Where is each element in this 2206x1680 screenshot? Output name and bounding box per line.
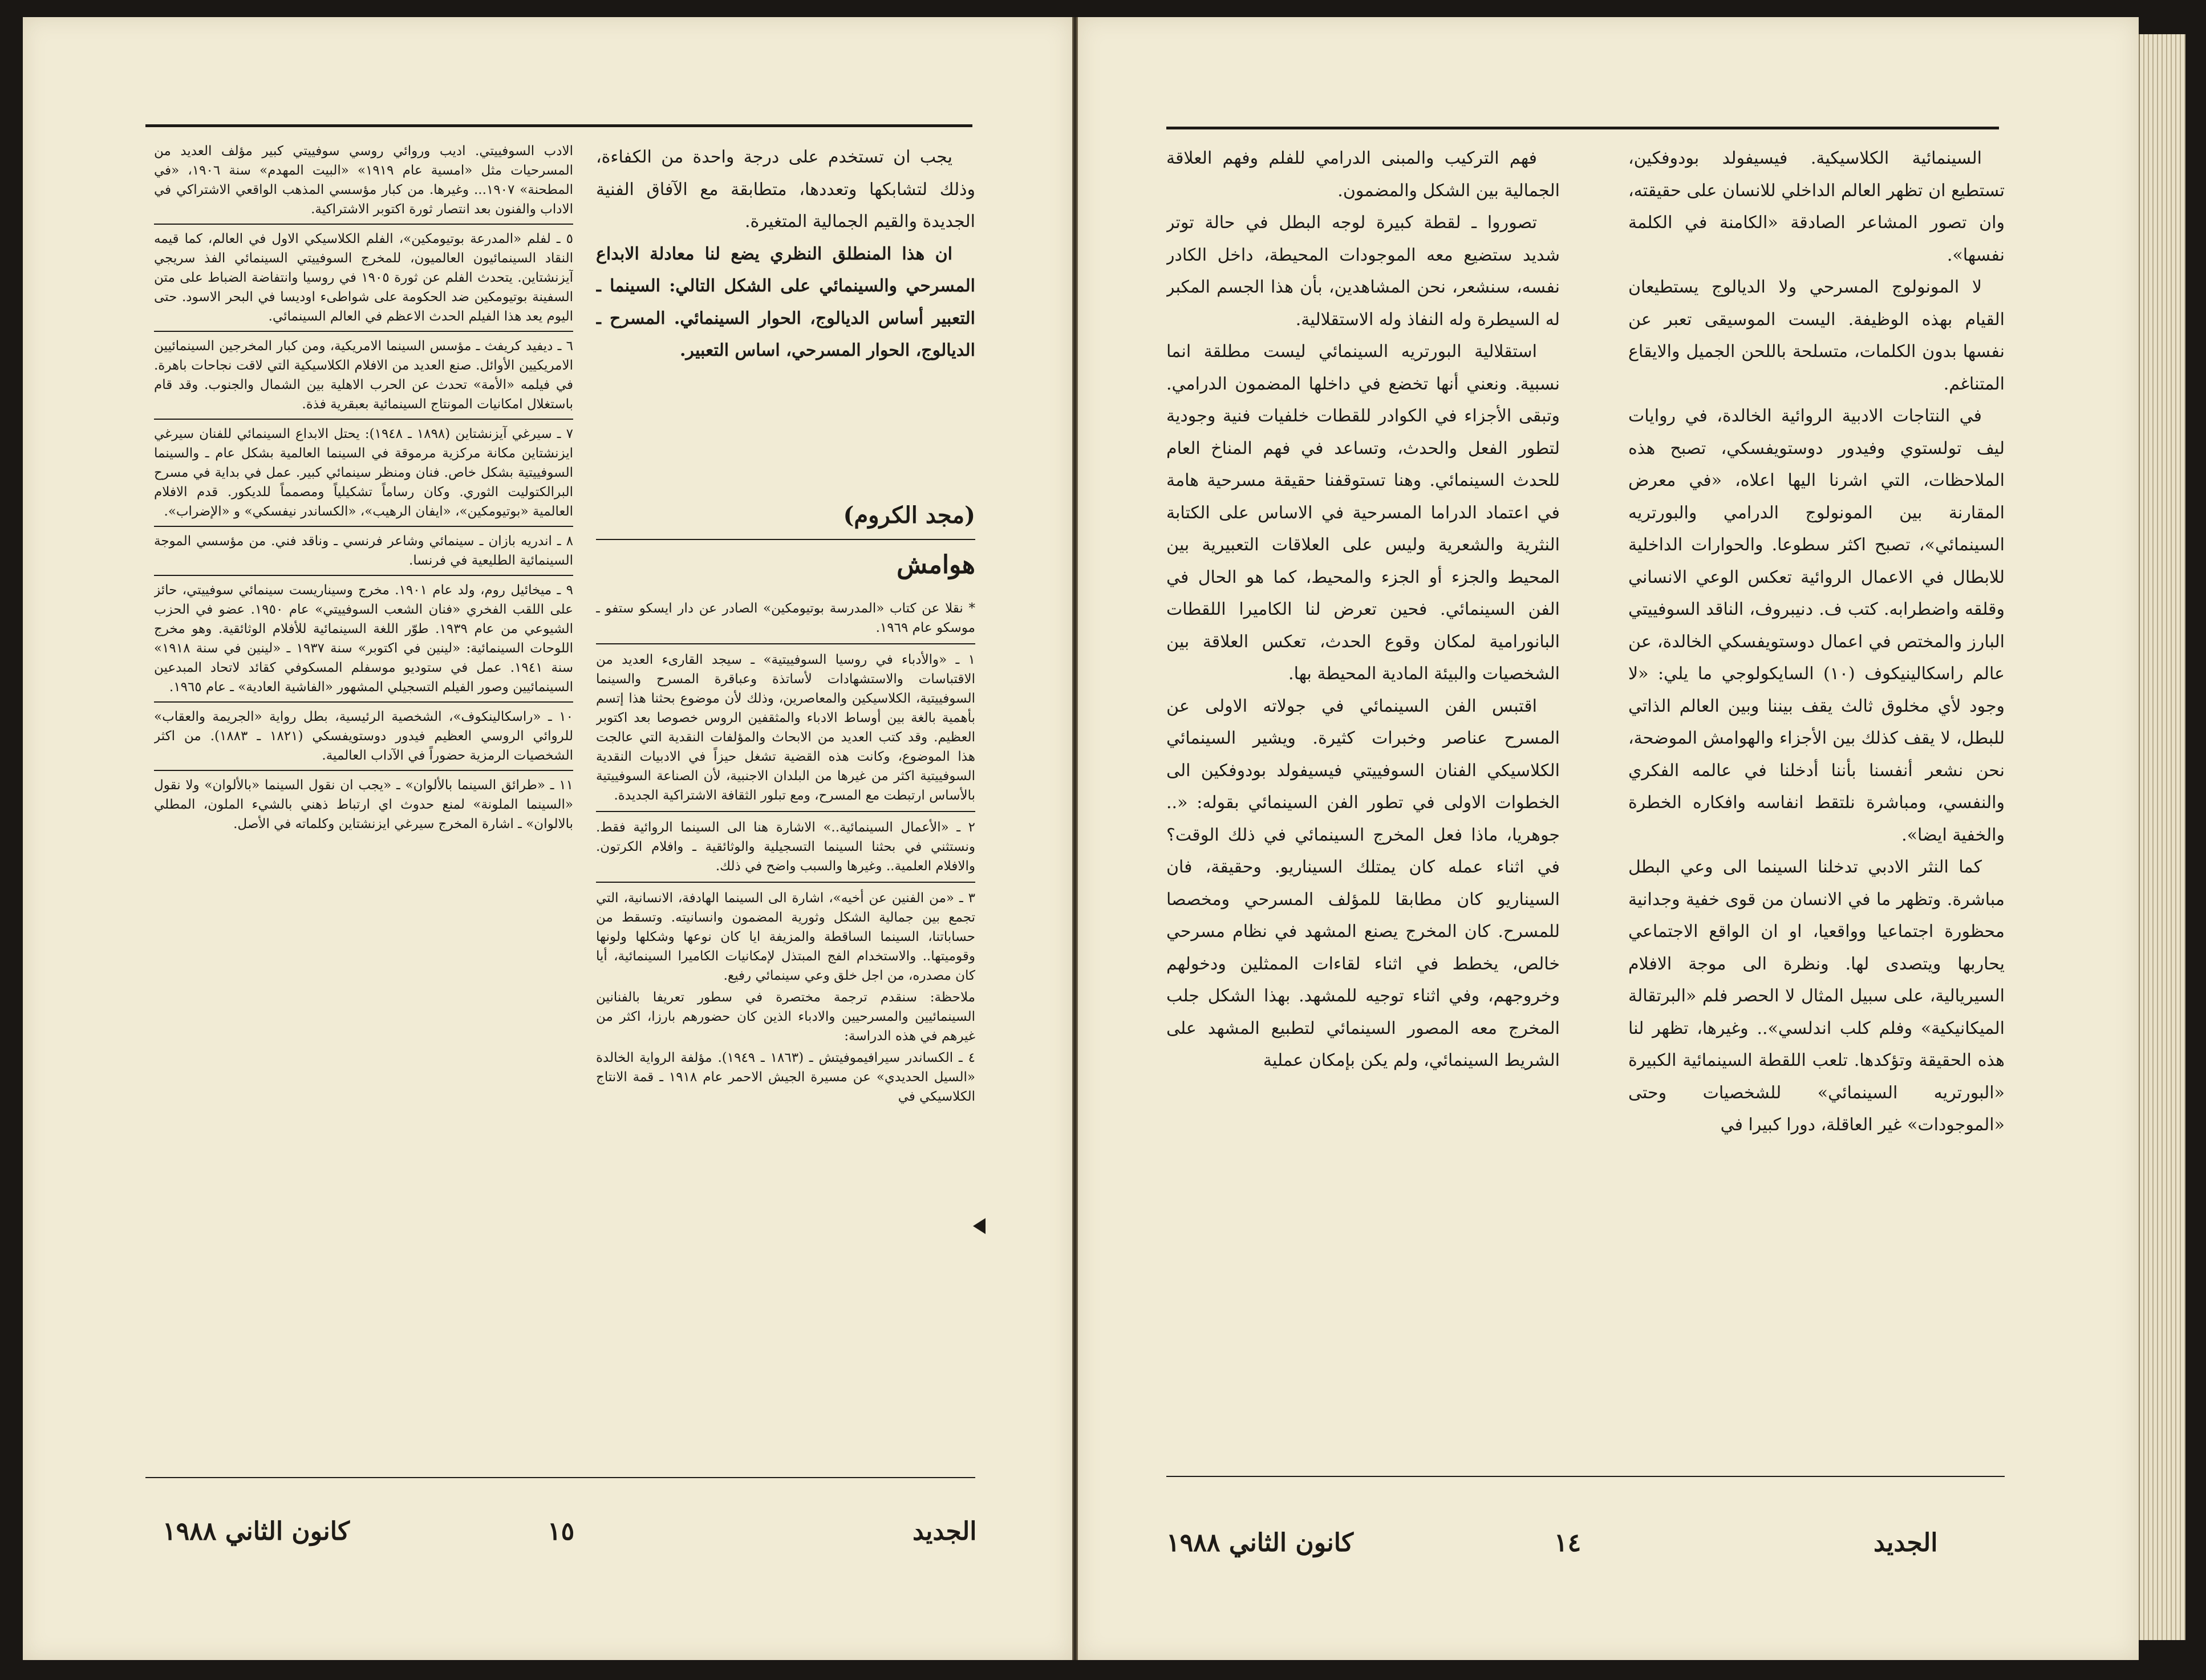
- footnote: ١ ـ «والأدباء في روسيا السوفييتية» ـ سيجد القارىء العديد من الاقتباسات والاستشهادات لأساتذة وعباقرة المسرح والسينما السوفييتية، الكلاسيكين والمعاصرين، وذلك لأن موضوع بحثنا هذا إتسم بأهمية بالغة بين أوساط الادباء والمثقفين الروس خصوصا بعد اكتوبر العظيم. وقد كتب العديد من الابحاث والمؤلفات النقدية التي عالجت هذا الموضوع، وكانت هذه القضية تشغل حيزاً في الادبيات النقدية السوفييتية اكثر من غيرها من البلدان الاجنبية، لأن الصناعة السوفييتية بالأساس ارتبطت مع المسرح، ومع تبلور الثقافة الاشتراكية الجديدة.: [596, 643, 975, 805]
- book-gutter: [1072, 17, 1078, 1660]
- footnote: ٥ ـ لفلم «المدرعة بوتيومكين»، الفلم الكلاسيكي الاول في العالم، كما قيمه النقاد السينمائيون العالميون، للمخرج السوفييتي السينمائي الفذ سريجي آيزنشتاين. يتحدث الفلم عن ثورة ١٩٠٥ في روسيا وانتفاضة الضباط على متن السفينة بوتيومكين ضد الحكومة على شواطىء اوديسا في البحر الاسود. حتى اليوم يعد هذا الفيلم الحدث الاعظم في العالم السينمائي.: [154, 224, 573, 326]
- paragraph: استقلالية البورتريه السينمائي ليست مطلقة انما نسبية. ونعني أنها تخضع في داخلها المضمون الدرامي. وتبقى الأجزاء في الكوادر للقطات خلفيات فنية وجودية لتطور الفعل والحدث، وتساعد في فهم المناخ العام للحدث السينمائي. وهنا تستوقفنا حقيقة مسرحية هامة في اعتماد الدراما المسرحية في الاساس على الكتابة النثرية والشعرية وليس على العلاقات التعبيرية بين المحيط والجزء أو الجزء والمحيط، كما هو الحال في الفن السينمائي. فحين تعرض لنا الكاميرا اللقطات البانورامية لمكان وقوع الحدث، تعكس العلاقة بين الشخصيات والبيئة المادية المحيطة بها.: [1166, 342, 1560, 684]
- footnote: الادب السوفييتي. اديب وروائي روسي سوفييتي كبير مؤلف العديد من المسرحيات مثل «امسية عام ١٩١٩» «البيت المهدم» سنة ١٩٠٦، «في المطحنة» ١٩٠٧... وغيرها. من كبار مؤسسي المذهب الواقعي الاشتراكي في الاداب والفنون بعد انتصار ثورة اكتوبر الاشتراكية.: [154, 144, 573, 217]
- pointer-arrow-icon: [973, 1218, 986, 1234]
- paragraph: ان هذا المنطلق النظري يضع لنا معادلة الابداع المسرحي والسينمائي على الشكل التالي: السينما ـ التعبير أساس الديالوج، الحوار السينمائي. المسرح ـ الديالوج، الحوار المسرحي، اساس التعبير.: [596, 244, 975, 360]
- footnote: ١٠ ـ «راسكالينكوف»، الشخصية الرئيسية، بطل رواية «الجريمة والعقاب» للروائي الروسي العظيم فيدور دوستويفسكي (١٨٢١ ـ ١٨٨٣). من اكثر الشخصيات الرمزية حضوراً في الآداب العالمية.: [154, 701, 573, 765]
- paragraph: السينمائية الكلاسيكية. فيسيفولد بودوفكين، تستطيع ان تظهر العالم الداخلي للانسان على حقيقته، وان تصور المشاعر الصادقة «الكامنة في الكلمة نفسها».: [1628, 148, 2005, 265]
- notes-column-right: [596, 599, 975, 1448]
- footnote: ١١ ـ «طرائق السينما بالألوان» ـ «يجب ان نقول السينما «بالألوان» ولا نقول «السينما الملونة» لمنع حدوث اي ارتباط ذهني بالشيء الملون، المطلي بالالوان» ـ اشارة المخرج سيرغي ايزنشتاين وكلماته في الأصل.: [154, 770, 573, 834]
- paragraph: فهم التركيب والمبنى الدرامي للفلم وفهم العلاقة الجمالية بين الشكل والمضمون.: [1166, 148, 1560, 201]
- paragraph: كما النثر الادبي تدخلنا السينما الى وعي البطل مباشرة. وتظهر ما في الانسان من قوى خفية وجدانية محظورة اجتماعيا وواقعيا، او ان الواقع الاجتماعي يحاربها ويتصدى لها. ونظرة الى موجة الافلام السيريالية، على سبيل المثال لا الحصر فلم «البرتقالة الميكانيكية» وفلم كلب اندلسي».. وغيرها، تظهر لنا هذه الحقيقة وتؤكدها. تلعب اللقطة السينمائية الكبيرة «البورتريه السينمائي» للشخصيات وحتى «الموجودات» غير العاقلة، دورا كبيرا في: [1628, 857, 2005, 1135]
- paragraph: في النتاجات الادبية الروائية الخالدة، في روايات ليف تولستوي وفيدور دوستويفسكي، تصبح هذه الملاحظات، التي اشرنا اليها اعلاه، «في معرض المقارنة بين المونولوج الدرامي والبورتريه السينمائي»، تصبح اكثر سطوعا. والحوارات الداخلية للابطال في الاعمال الروائية تعكس الوعي الانساني وقلقه واضطرابه. كتب ف. دنيبروف، الناقد السوفييتي البارز والمختص في اعمال دوستويفسكي الخالدة، عن عالم راسكالينيكوف (١٠) السايكولوجي ما يلي: «لا وجود لأي مخلوق ثالث يقف بيننا وبين العالم الذاتي للبطل، لا يقف كذلك بين الأجزاء والهوامش الموضحة، نحن نشعر أنفسنا بأننا أدخلنا في عالمه الفكري والنفسي، ومباشرة نلتقط انفاسه وافكاره الخطرة والخفية ايضا».: [1628, 406, 2005, 845]
- author-signature: (مجد الكروم): [843, 502, 975, 529]
- footnote: ٩ ـ ميخائيل روم، ولد عام ١٩٠١. مخرج وسيناريست سينمائي سوفييتي، حائز على اللقب الفخري «فنان الشعب السوفييتي» عام ١٩٥٠. عضو في الحزب الشيوعي من عام ١٩٣٩. طوّر اللغة السينمائية للأفلام الوثائقية. وهو مخرج اللوحات السينمائية: «لينين في اكتوبر» سنة ١٩٣٧ ـ «لينين في سنة ١٩١٨» سنة ١٩٤١. عمل في ستوديو موسفلم المسكوفي كقائد لاتحاد المبدعين السينمائيين وصور الفيلم التسجيلي المشهور «الفاشية العادية» ـ عام ١٩٦٥.: [154, 575, 573, 697]
- magazine-name: الجديد: [1874, 1528, 1938, 1557]
- top-rule-right-page: [1166, 127, 1999, 129]
- paragraph: اقتبس الفن السينمائي في جولاته الاولى عن المسرح عناصر وخبرات كثيرة. ويشير السينمائي الكلاسيكي الفنان السوفييتي فيسيفولد بودوفكين الى الخطوات الاولى في تطور الفن السينمائي بقوله: «.. جوهريا، ماذا فعل المخرج السينمائي في ذلك الوقت؟ في اثناء عمله كان يمتلك السيناريو. وحقيقة، فان السيناريو كان مطابقا للمؤلف المسرحي ومخصصا للمسرح. كان المخرج يصنع المشهد في نظام مسرحي خالص، يخطط في اثناء لقاءات الممثلين ودخولهم وخروجهم، وفي اثناء توجيه للمشهد. بهذا الشكل جلب المخرج معه المصور السينمائي لتطبيع المشهد على الشريط السينمائي، ولم يكن بإمكان عملية: [1166, 696, 1560, 1070]
- magazine-name: الجديد: [913, 1517, 977, 1546]
- paragraph: يجب ان تستخدم على درجة واحدة من الكفاءة، وذلك لتشابكها وتعددها، متطابقة مع الآفاق الفنية الجديدة والقيم الجمالية المتغيرة.: [596, 147, 975, 232]
- page-number: ١٤: [1554, 1528, 1581, 1557]
- article-column-right: [1628, 143, 2005, 1523]
- article-column-end: [596, 141, 975, 518]
- article-column-left: [1166, 143, 1560, 1523]
- footnote: ٧ ـ سيرغي آيزنشتاين (١٨٩٨ ـ ١٩٤٨): يحتل الابداع السينمائي للفنان سيرغي ايزنشتاين مكانة مركزية مرموقة في السينما العالمية بشكل عام ـ والسينما السوفييتية بشكل خاص. فنان ومنظر سينمائي كبير. عمل في بداية في مسرح البرالكتوليت الثوري. وكان رساماً تشكيلياً ومصمماً للديكور. قدم الافلام العالمية «بوتيومكين»، «ايفان الرهيب»، «الكساندر نيفسكي» و «الإضراب».: [154, 419, 573, 521]
- notes-title: هوامش: [897, 550, 975, 579]
- notes-divider: [596, 539, 975, 540]
- footnote: ٢ ـ «الأعمال السينمائية..» الاشارة هنا الى السينما الروائية فقط. ونستثني في بحثنا السينما التسجيلية والوثائقية ـ وافلام الكرتون. والافلام العلمية.. وغيرها والسبب واضح في ذلك.: [596, 811, 975, 876]
- footnote: ٤ ـ الكساندر سيرافيموفيتش ـ (١٨٦٣ ـ ١٩٤٩). مؤلفة الرواية الخالدة «السيل الحديدي» عن مسيرة الجيش الاحمر عام ١٩١٨ ـ قمة الانتاج الكلاسيكي في: [596, 1050, 975, 1104]
- page-number: ١٥: [548, 1517, 575, 1546]
- bottom-rule-left-page: [145, 1477, 975, 1478]
- issue-date: كانون الثاني ١٩٨٨: [163, 1517, 350, 1546]
- footnote: * نقلا عن كتاب «المدرسة بوتيومكين» الصادر عن دار ايسكو ستفو ـ موسكو عام ١٩٦٩.: [596, 601, 975, 635]
- footnote: ٦ ـ ديفيد كريفث ـ مؤسس السينما الامريكية، ومن كبار المخرجين السينمائيين الامريكيين الأوائل. صنع العديد من الافلام الكلاسيكية التي لاقت نجاحات باهرة. في فيلمه «الأمة» تحدث عن الحرب الاهلية بين الشمال والجنوب. وقد قام باستغلال امكانيات المونتاج السينمائية بعبقرية فذة.: [154, 331, 573, 414]
- paragraph: لا المونولوج المسرحي ولا الديالوج يستطيعان القيام بهذه الوظيفة. اليست الموسيقى تعبر عن نفسها بدون الكلمات، متسلحة باللحن الجميل والايقاع المتناغم.: [1628, 277, 2005, 394]
- paragraph: تصوروا ـ لقطة كبيرة لوجه البطل في حالة توتر شديد ستضيع معه الموجودات المحيطة، داخل الكادر نفسه، سنشعر، نحن المشاهدين، بأن هذا الجسم المكبر له السيطرة وله النفاذ وله الاستقلالية.: [1166, 213, 1560, 330]
- footnote: ٣ ـ «من الفنين عن أخيه»، اشارة الى السينما الهادفة، الانسانية، التي تجمع بين جمالية الشكل وثورية المضمون وانسانيته. وتسقط من حساباتنا، السينما الساقطة والمزيفة ايا كان نوعها وشكلها ولونها وقوميتها.. والاستخدام الفج المبتذل لإمكانيات الكاميرا السينمائية، أيا كان مصدره، من اجل خلق وعي سينمائي رفيع.: [596, 882, 975, 985]
- issue-date: كانون الثاني ١٩٨٨: [1166, 1528, 1354, 1557]
- notes-column-left: [154, 141, 573, 1453]
- bottom-rule-right-page: [1166, 1476, 2005, 1477]
- page-edges: [2139, 34, 2185, 1640]
- top-rule-left-page: [145, 124, 972, 127]
- footnote: ٨ ـ اندريه بازان ـ سينمائي وشاعر فرنسي ـ وناقد فني. من مؤسسي الموجة السينمائية الطليعية في فرنسا.: [154, 526, 573, 570]
- footnote: ملاحظة: سنقدم ترجمة مختصرة في سطور تعريفا بالفنانين السينمائيين والمسرحيين والادباء الذين كان حضورهم بارزا، اكثر من غيرهم في هذه الدراسة:: [596, 990, 975, 1044]
